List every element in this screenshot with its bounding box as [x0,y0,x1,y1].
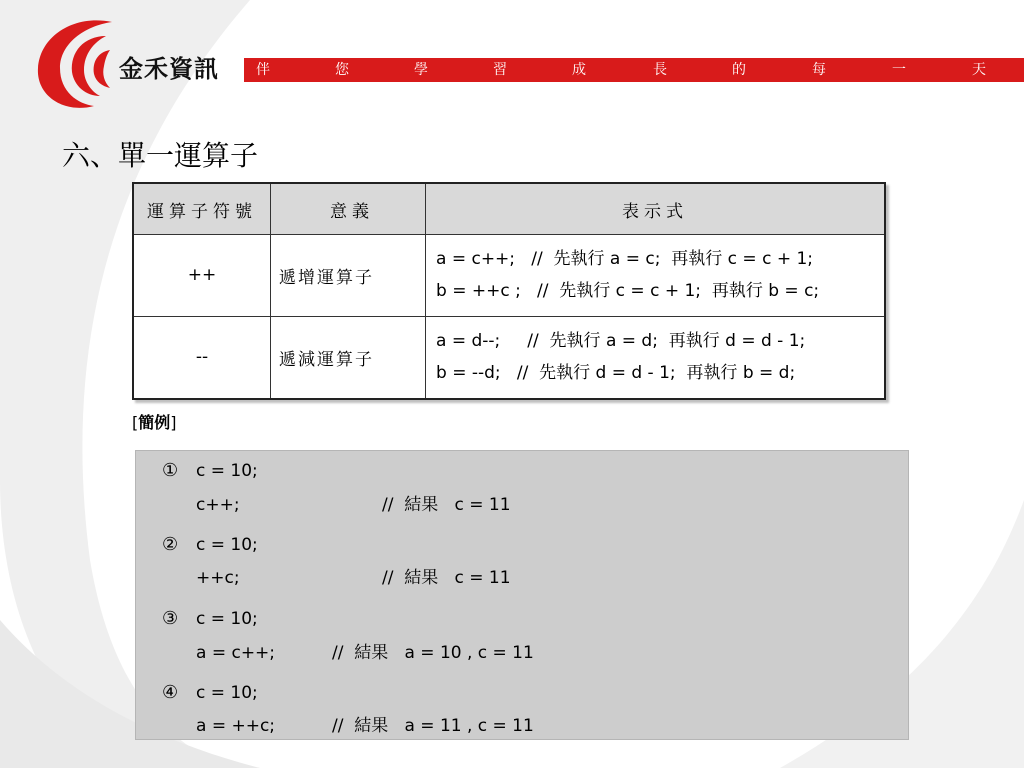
slogan-char: 習 [493,62,507,78]
slogan-char: 每 [812,62,826,78]
example-code-line: c = 10; [196,535,258,555]
operator-table [132,182,886,400]
example-code-line: c = 10; [196,609,258,629]
operator-meaning: 遞減運算子 [271,316,426,399]
example-label-text: 簡例 [138,413,171,432]
operator-expression [426,316,886,399]
circled-number-1: ① [162,460,179,481]
table-header-row [133,183,885,235]
example-code-line: c = 10; [196,683,258,703]
slogan-bar [244,58,1024,82]
example-comment: // 結果 c = 11 [382,495,511,515]
example-comment: // 結果 a = 10 , c = 11 [332,643,534,663]
example-code-line: a = ++c; [196,716,276,736]
slogan-char: 的 [732,62,746,78]
slogan-char: 長 [653,62,667,78]
header-symbol: 運算子符號 [133,183,271,235]
example-code-line: ++c; [196,568,240,588]
circled-number-2: ② [162,534,179,555]
operator-meaning: 遞增運算子 [271,235,426,317]
slogan-char: 學 [414,62,428,78]
slogan-char: 一 [892,62,906,78]
expression-line: b = ++c ; // 先執行 c = c + 1; 再執行 b = c; [436,281,820,302]
expression-line: a = c++; // 先執行 a = c; 再執行 c = c + 1; [436,249,814,270]
header-expression: 表示式 [426,183,886,235]
slide-title: 六、單一運算子 [62,139,259,172]
example-code-box [135,450,909,740]
bracket-open: [ [132,413,139,432]
example-comment: // 結果 c = 11 [382,568,511,588]
header-meaning: 意義 [271,183,426,235]
company-logo [34,16,124,110]
operator-symbol: ++ [133,235,271,317]
operator-symbol: -- [133,316,271,399]
slogan-char: 伴 [256,62,270,78]
operator-expression [426,235,886,317]
circled-number-4: ④ [162,682,179,703]
slogan-char: 天 [972,62,986,78]
example-code-line: c++; [196,495,240,515]
example-code-line: a = c++; [196,643,276,663]
expression-line: b = --d; // 先執行 d = d - 1; 再執行 b = d; [436,363,796,384]
example-label [132,410,177,433]
bracket-close: ] [170,413,177,432]
brand-name: 金禾資訊 [119,55,219,83]
slogan-char: 您 [335,62,349,78]
table-row [133,316,885,399]
expression-line: a = d--; // 先執行 a = d; 再執行 d = d - 1; [436,331,806,352]
example-code-line: c = 10; [196,461,258,481]
example-comment: // 結果 a = 11 , c = 11 [332,716,534,736]
table-row [133,235,885,317]
circled-number-3: ③ [162,608,179,629]
slogan-char: 成 [572,62,586,78]
